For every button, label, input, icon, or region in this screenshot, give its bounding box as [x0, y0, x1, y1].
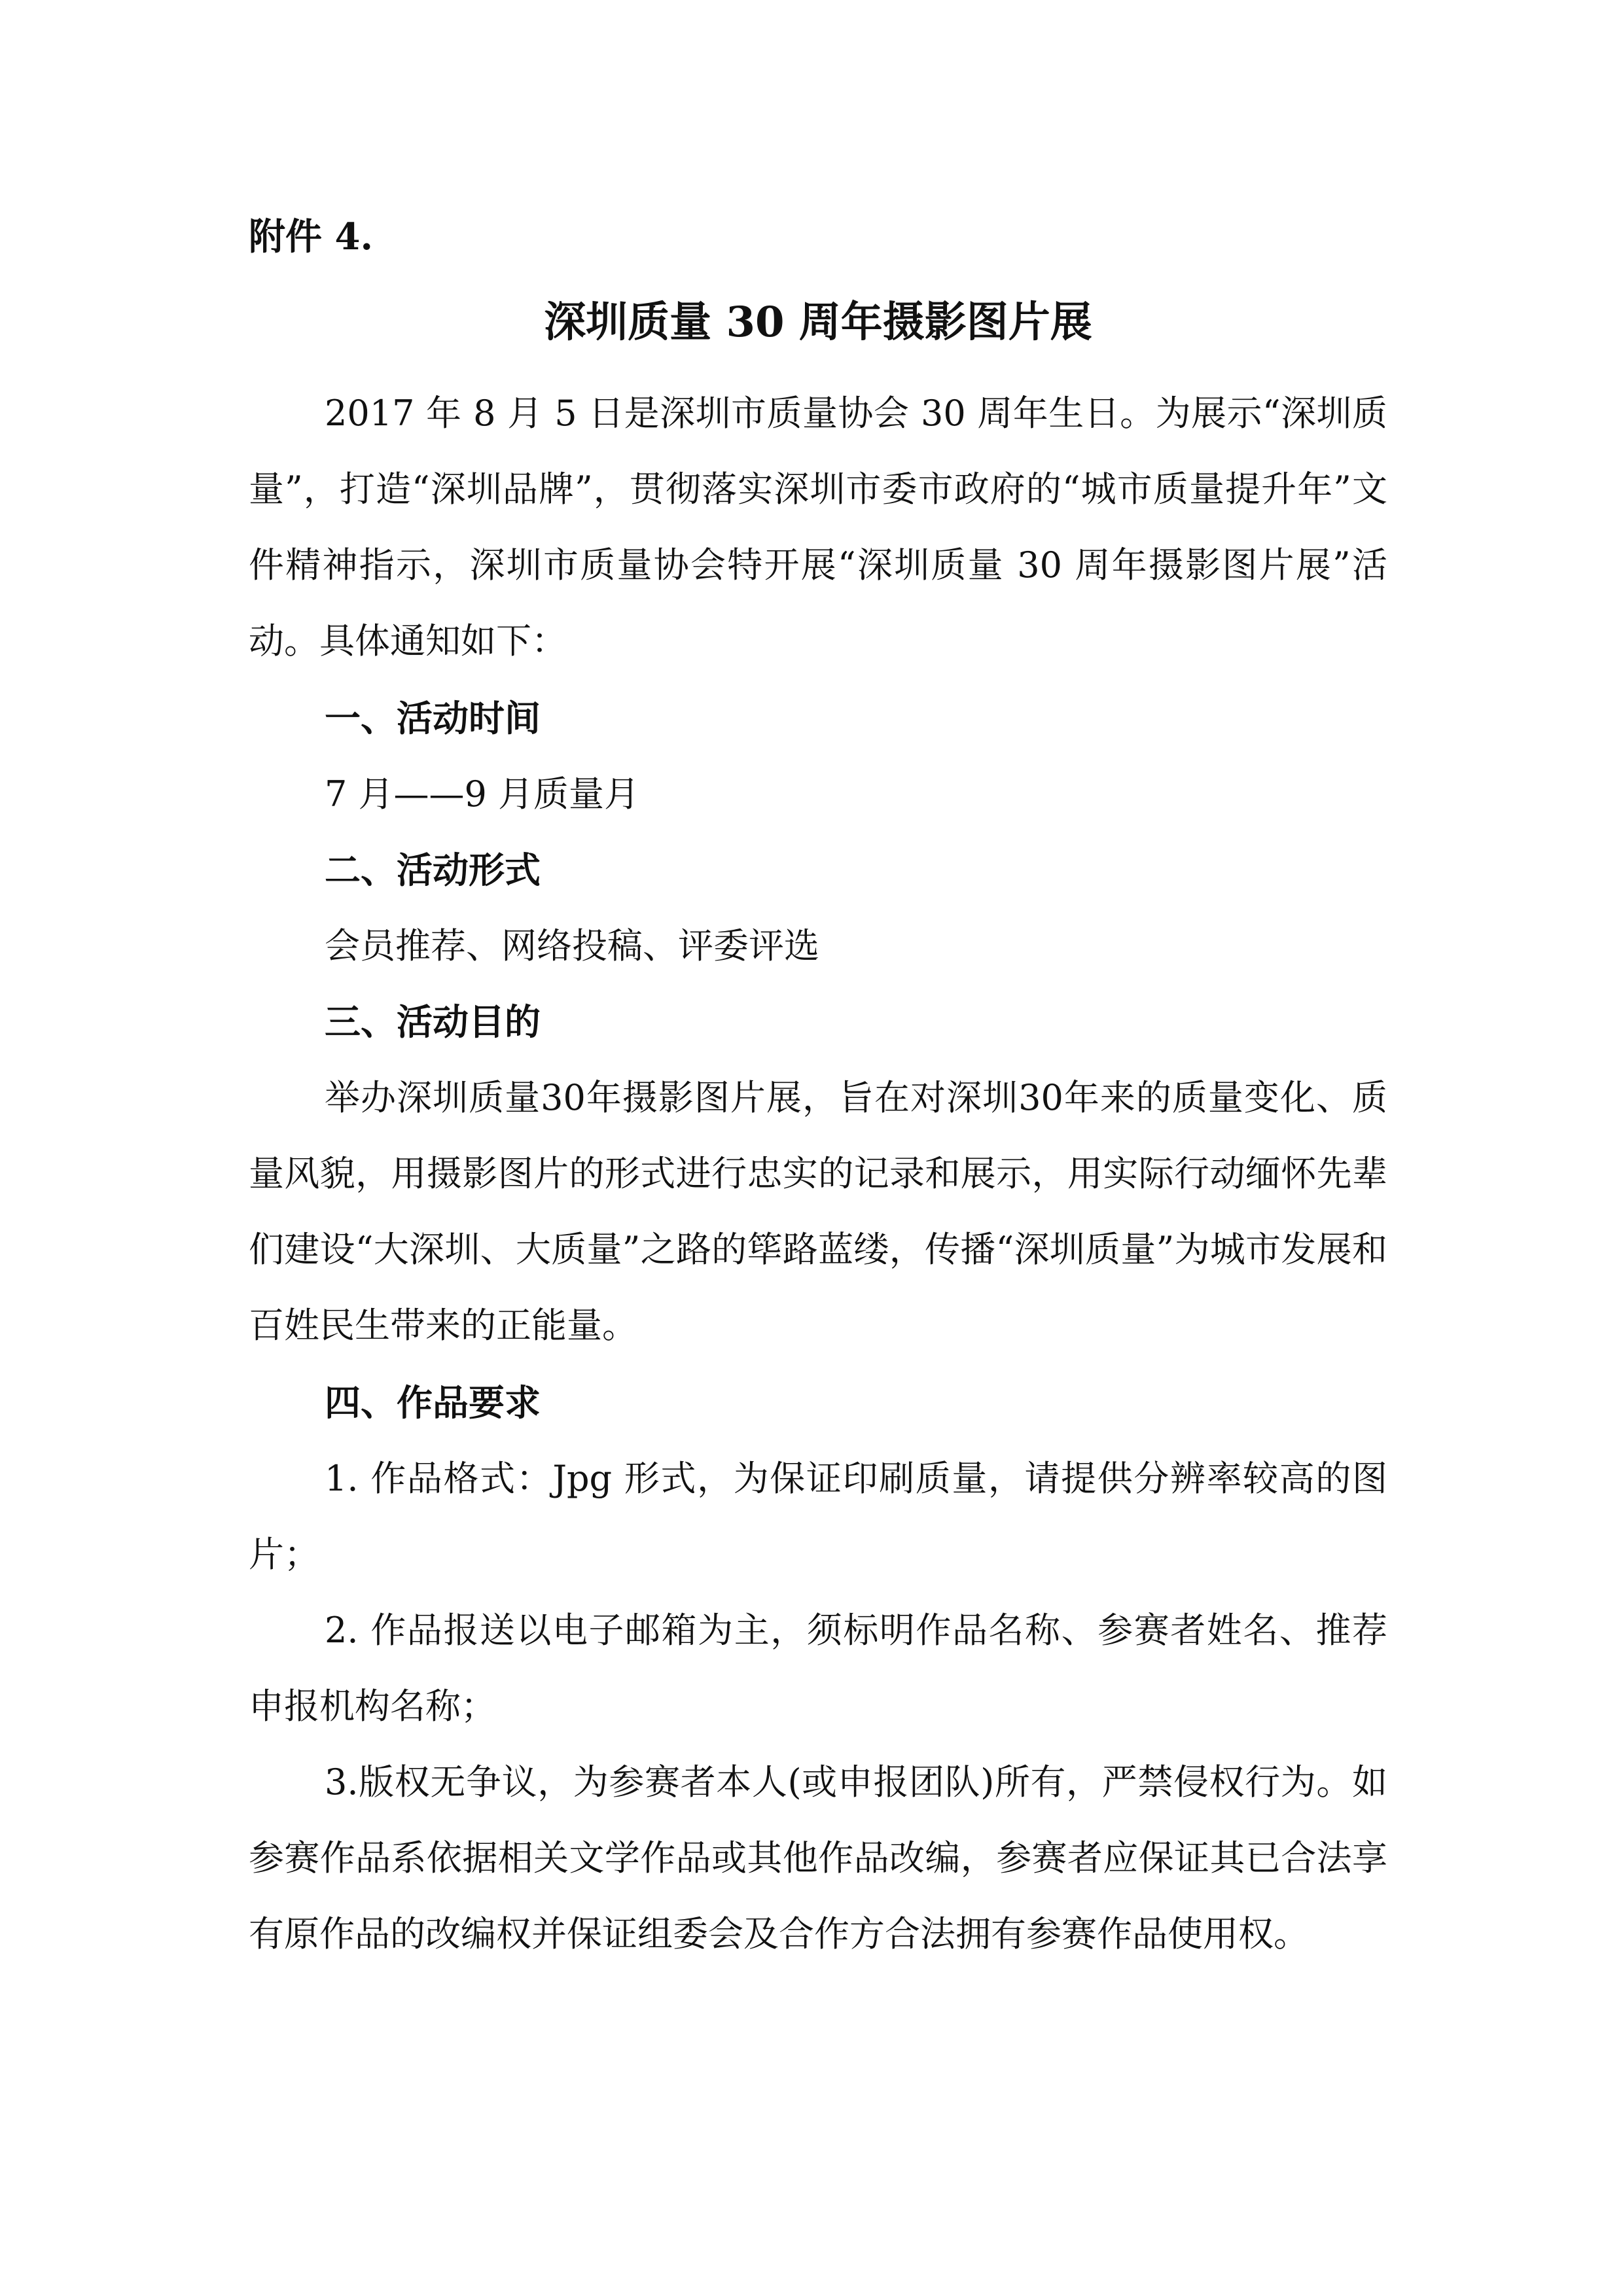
section-heading-time: 一、活动时间	[325, 697, 541, 739]
requirement-item-1: 1. 作品格式：Jpg 形式，为保证印刷质量，请提供分辨率较高的图片；	[249, 1458, 1387, 1575]
section-body-purpose: 举办深圳质量30年摄影图片展，旨在对深圳30年来的质量变化、质量风貌，用摄影图片的形式进行忠实的记录和展示，用实际行动缅怀先辈们建设“大深圳、大质量”之路的筚路蓝缕，传播“深圳质量”为城市发展和百姓民生带来的正能量。	[249, 1077, 1387, 1346]
section-body-format: 会员推荐、网络投稿、评委评选	[325, 925, 819, 966]
section-heading-format: 二、活动形式	[325, 849, 541, 891]
requirement-item-3: 3.版权无争议，为参赛者本人(或申报团队)所有，严禁侵权行为。如参赛作品系依据相关文学作品或其他作品改编，参赛者应保证其已合法享有原作品的改编权并保证组委会及合作方合法拥有参赛作品使用权。	[249, 1761, 1387, 1954]
requirement-item-2: 2. 作品报送以电子邮箱为主，须标明作品名称、参赛者姓名、推荐申报机构名称；	[249, 1610, 1387, 1727]
section-heading-requirements: 四、作品要求	[325, 1381, 541, 1424]
section-body-time: 7 月——9 月质量月	[325, 773, 640, 815]
intro-paragraph: 2017 年 8 月 5 日是深圳市质量协会 30 周年生日。为展示“深圳质量”，打造“深圳品牌”，贯彻落实深圳市委市政府的“城市质量提升年”文件精神指示，深圳市质量协会特开展“深圳质量 30 周年摄影图片展”活动。具体通知如下：	[249, 393, 1387, 662]
document-title: 深圳质量 30 周年摄影图片展	[544, 298, 1092, 347]
section-heading-purpose: 三、活动目的	[325, 1000, 541, 1043]
attachment-label: 附件 4.	[249, 215, 373, 258]
